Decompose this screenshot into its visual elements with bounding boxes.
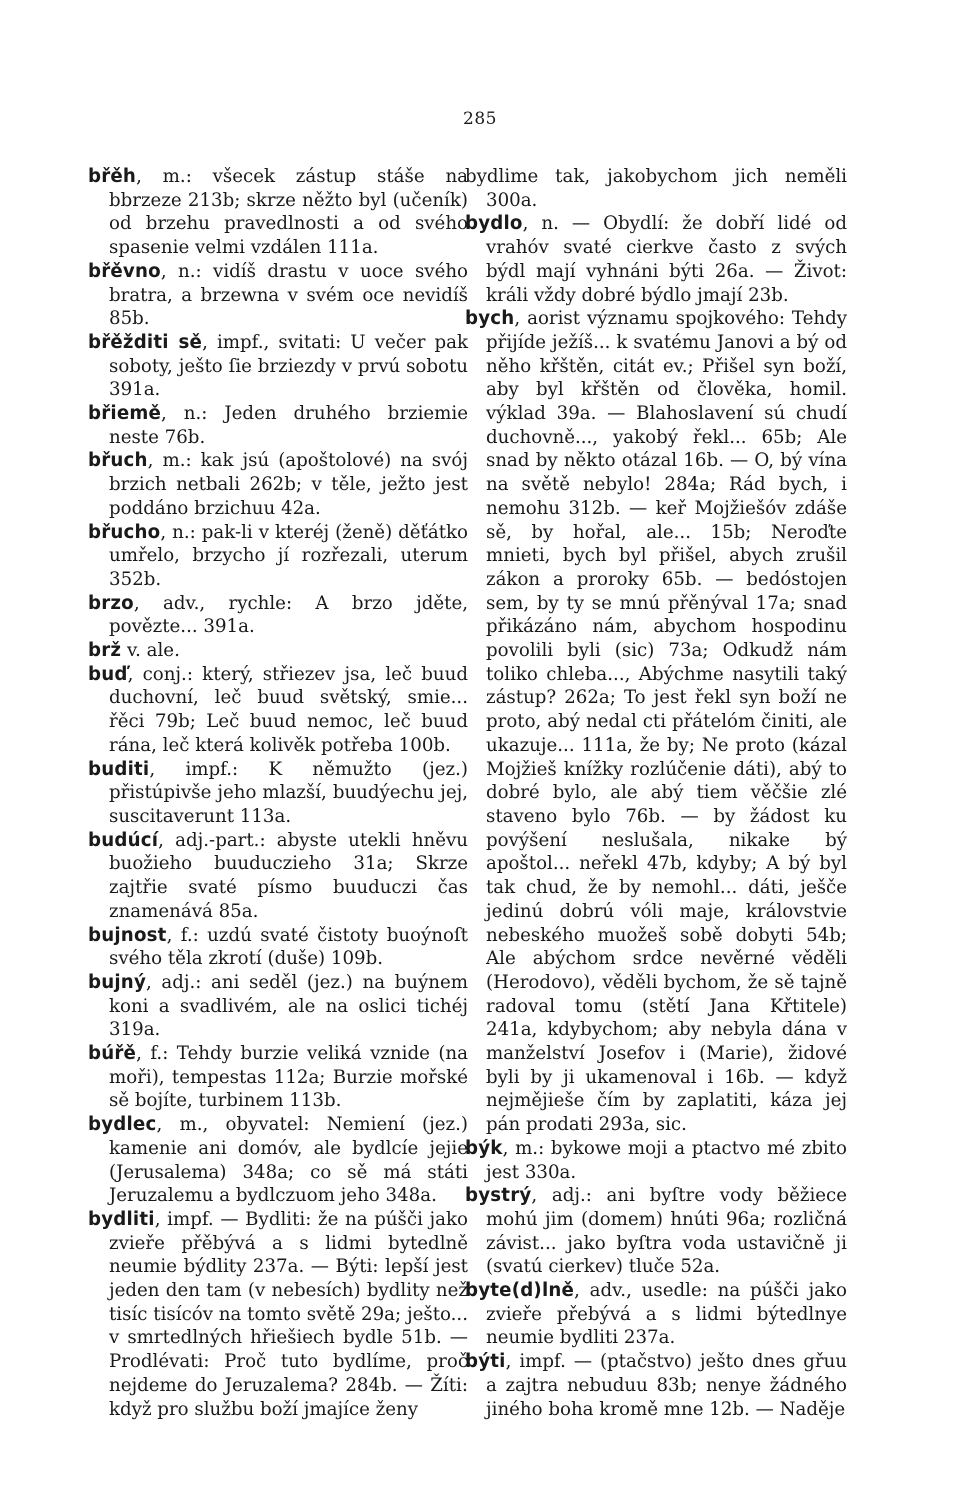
entry-text: , m.: všecek zástup stáše na bbrzeze 213b; skrze něžto byl (učeník) od brzehu pravedlnosti a od svého spasenie velmi vzdálen 111a.	[109, 166, 468, 259]
dictionary-entry	[88, 449, 468, 520]
headword: bych	[465, 308, 515, 330]
dictionary-entry	[88, 663, 468, 758]
entry-text: , n.: vidíš drastu v uoce svého bratra, a brzewna v svém oce nevidíš 85b.	[109, 260, 468, 330]
headword: buditi	[88, 758, 150, 780]
headword: břucho	[88, 521, 161, 543]
left-column	[88, 165, 468, 1421]
entry-text: , n.: pak-li v kteréj (ženě) děťátko umřelo, brzycho jí rozřezali, uterum 352b.	[109, 521, 468, 590]
headword: břěh	[88, 166, 137, 187]
continued-entry	[465, 165, 847, 212]
dictionary-entry	[465, 1350, 847, 1421]
entry-text: , adj.-part.: abyste utekli hněvu buožieho buuduczieho 31a; Skrze zajtřie svaté písmo buuduczi čas znamenává 85a.	[109, 829, 468, 922]
entry-text: bydlime tak, jakobychom jich neměli 300a.	[465, 166, 847, 211]
entry-text: , f.: Tehdy burzie veliká vznide (na moři), tempestas 112a; Burzie mořské sě bojíte, turbinem 113b.	[109, 1043, 468, 1112]
dictionary-entry	[465, 1137, 847, 1184]
entry-text: , m.: bykowe moji a ptactvo mé zbito jest 330a.	[486, 1137, 847, 1183]
entry-text: , aorist významu spojkového: Tehdy přijíde ježíš... k svatému Janovi a bý od něho křštěn, citát ev.; Přišel syn boží, aby byl křštěn od člověka, homil. výklad 39a. — Blahoslavení sú chudí duchovně..., yakobý řekl... 65b; Ale snad by někto otázal 16b. — O, bý vína na světě nebylo! 284a; Rád bych, i nemohu 312b. — keř Mojžiešóv zdáše sě, by hořal, ale... 15b; Neroďte mnieti, bych byl přišel, abych zrušil zákon a proroky 65b. — bedóstojen sem, by ty se mnú přěnýval 17a; snad přikázáno nám, abychom hospodinu povolili byli (sic) 73a; Odkudž nám toliko chleba..., Abýchme nasytili taký zástup? 262a; To jest řekl syn boží ne proto, abý nedal cti přátelóm činiti, ale ukazuje... 111a, že by; Ne proto (kázal Mojžieš knížky rozlúčenie dáti), abý to dobré bylo, ale abý tiem věčšie zlé staveno bylo 76b. — by žádost ku povýšení neslušala, nikake bý apoštol... neřekl 47b, kdyby; A bý byl tak chud, že by nemohl... dáti, ješče jedinú dobrú vóli maje, královstvie nebeského muožeš sobě dobyti 54b; Ale abýchom srdce nevěrné věděli (Herodovo), věděli bychom, že sě tajně radoval tomu (stětí Jana Křtitele) 241a, kdybychom; aby nebyla dána v manželství Josefov i (Marie), židové byli by ji ukamenoval i 16b. — když nejmějieše čím by zaplatiti, káza jej pán prodati 293a, sic.	[486, 308, 847, 1136]
headword: búřě	[88, 1043, 137, 1065]
entry-text: , adj.: ani seděl (jez.) na buýnem koni a svadlivém, ale na oslici tichéj 319a.	[109, 971, 468, 1041]
headword: brzo	[88, 592, 134, 614]
dictionary-entry	[88, 331, 468, 402]
headword: břěžditi sě	[88, 331, 203, 353]
dictionary-entry	[88, 924, 468, 971]
dictionary-entry	[88, 639, 468, 663]
headword: břěvno	[88, 260, 161, 282]
entry-text: , impf. — (ptačstvo) ješto dnes gřuu a zajtra nebuduu 83b; nenye žádného jiného boha kromě mne 12b. — Naděje	[486, 1351, 847, 1420]
dictionary-entry	[88, 1113, 468, 1208]
headword: byte(d)lně	[465, 1280, 575, 1302]
headword: býk	[465, 1137, 503, 1159]
headword: bydlo	[465, 213, 523, 235]
dictionary-entry	[465, 1184, 847, 1279]
right-column	[465, 165, 847, 1421]
headword: brž	[88, 640, 122, 662]
dictionary-entry	[88, 971, 468, 1042]
dictionary-entry	[88, 165, 468, 260]
dictionary-entry	[88, 1208, 468, 1421]
dictionary-entry	[465, 212, 847, 307]
dictionary-entry	[465, 1279, 847, 1350]
dictionary-entry	[88, 260, 468, 331]
headword: býti	[465, 1351, 506, 1373]
entry-text: v. ale.	[121, 640, 180, 662]
headword: bystrý	[465, 1185, 532, 1207]
dictionary-entry	[465, 307, 847, 1137]
entry-text: , impf.: K němužto (jez.) přistúpivše jeho mlazší, buudýechu jej, suscitaverunt 113a.	[109, 758, 468, 827]
dictionary-entry	[88, 521, 468, 592]
headword: bydlec	[88, 1114, 157, 1136]
headword: břuch	[88, 450, 148, 472]
entry-text: , impf. — Bydliti: že na púšči jako zvieře přěbývá a s lidmi bytedlně neumie býdlity 237a. — Býti: lepší jest jeden den tam (v nebesích) bydlity než tisíc tisícóv na tomto světě 29a; ješto... v smrtedlných hřiešiech bydle 51b. — Prodlévati: Proč tuto bydlíme, proč nejdeme do Jeruzalema? 284b. — Žíti: když pro službu boží jmajíce ženy	[109, 1208, 468, 1420]
entry-text: , conj.: který, střiezev jsa, leč buud duchovní, leč buud světský, smie... řěci 79b; Leč buud nemoc, leč buud rána, leč která kolivěk potřeba 100b.	[109, 663, 468, 756]
entry-text: , n. — Obydlí: že dobří lidé od vrahóv svaté cierkve často z svých býdl mají vyhnáni býti 26a. — Život: králi vždy dobré býdlo jmají 23b.	[486, 213, 847, 306]
headword: břiemě	[88, 403, 162, 425]
headword: bujnost	[88, 924, 167, 946]
entry-text: , m., obyvatel: Nemiení (jez.) kamenie ani domóv, ale bydlcíe jejie (Jerusalema) 348a; co sě má státi Jeruzalemu a bydlczuom jeho 348a.	[109, 1114, 468, 1207]
entry-text: , m.: kak jsú (apoštolové) na svój brzich netbali 262b; v těle, ježto jest poddáno brzichuu 42a.	[109, 450, 468, 519]
headword: buď	[88, 663, 128, 685]
dictionary-entry	[88, 592, 468, 639]
entry-text: , adv., rychle: A brzo jděte, povězte... 391a.	[109, 592, 468, 638]
entry-text: , f.: uzdú svaté čistoty buoýnoſt svého těla zkrotí (duše) 109b.	[109, 924, 468, 970]
dictionary-entry	[88, 829, 468, 924]
entry-text: , n.: Jeden druhého brziemie neste 76b.	[109, 403, 468, 448]
headword: budúcí	[88, 829, 159, 851]
entry-text: , impf., svitati: U večer pak soboty, ješto ſie brziezdy v prvú sobotu 391a.	[109, 331, 468, 401]
page-number: 285	[463, 109, 497, 129]
entry-text: , adj.: ani byſtre vody běžiece mohú jim (domem) hnúti 96a; rozličná závist... jako byſtra voda ustavičně ji (svatú cierkev) tluče 52a.	[486, 1185, 847, 1278]
headword: bujný	[88, 971, 147, 993]
dictionary-entry	[88, 758, 468, 829]
headword: bydliti	[88, 1208, 155, 1230]
entry-text: , adv., usedle: na púšči jako zvieře přebývá a s lidmi býtedlnye neumie bydliti 237a.	[486, 1280, 847, 1349]
dictionary-entry	[88, 1042, 468, 1113]
dictionary-entry	[88, 402, 468, 449]
